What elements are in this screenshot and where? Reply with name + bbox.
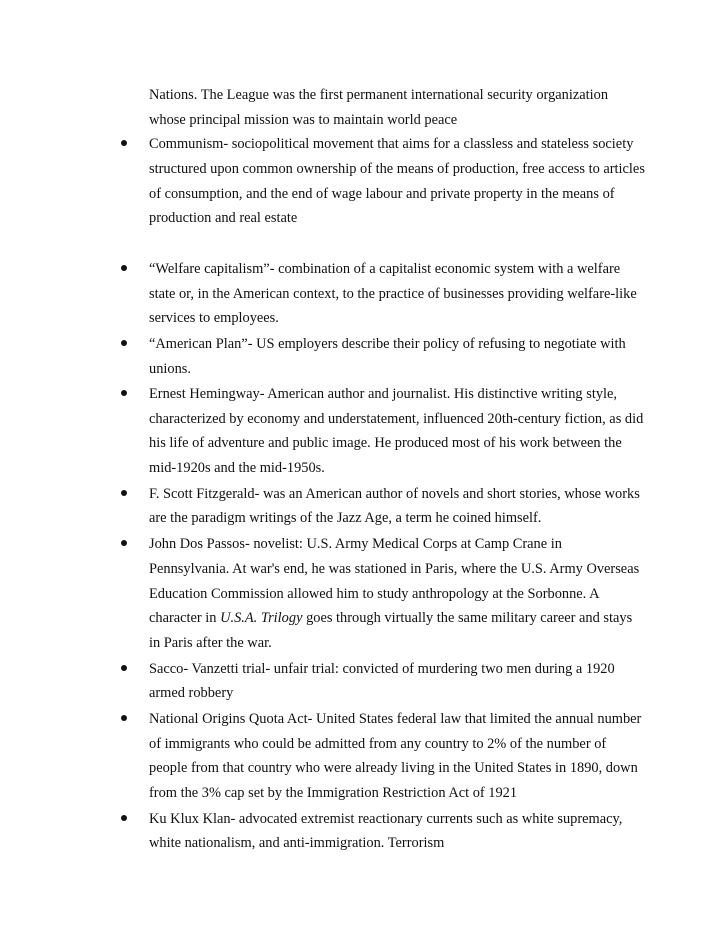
text-line: of consumption, and the end of wage labour and private property in the means of <box>149 186 615 202</box>
book-title: U.S.A. Trilogy <box>220 610 303 626</box>
text-line: “Welfare capitalism”- combination of a capitalist economic system with a welfare <box>149 261 621 277</box>
text-line: characterized by economy and understatement, influenced 20th-century fiction, as did <box>149 411 644 427</box>
bullet-icon <box>121 265 127 271</box>
text-line: Communism- sociopolitical movement that aims for a classless and stateless society <box>149 136 634 152</box>
text-line: Pennsylvania. At war's end, he was stationed in Paris, where the U.S. Army Overseas <box>149 561 640 577</box>
bullet-icon <box>121 540 127 546</box>
text-line: Sacco- Vanzetti trial- unfair trial: convicted of murdering two men during a 1920 <box>149 661 615 677</box>
text-run: goes through virtually the same military career and stays <box>306 610 633 626</box>
bullet-icon <box>121 715 127 721</box>
text-line: are the paradigm writings of the Jazz Age, a term he coined himself. <box>149 510 542 526</box>
text-line: people from that country who were already living in the United States in 1890, down <box>149 760 638 776</box>
text-line: state or, in the American context, to the practice of businesses providing welfare-like <box>149 286 637 302</box>
text-line: unions. <box>149 361 191 377</box>
text-line: whose principal mission was to maintain world peace <box>149 112 458 128</box>
text-line: Ku Klux Klan- advocated extremist reactionary currents such as white supremacy, <box>149 811 623 827</box>
text-line: John Dos Passos- novelist: U.S. Army Medical Corps at Camp Crane in <box>149 536 562 552</box>
text-line: structured upon common ownership of the means of production, free access to articles <box>149 161 645 177</box>
text-line: in Paris after the war. <box>149 635 272 651</box>
text-line: armed robbery <box>149 685 234 701</box>
text-line: white nationalism, and anti-immigration. Terrorism <box>149 835 445 851</box>
bullet-icon <box>121 140 127 146</box>
text-run: character in <box>149 610 221 626</box>
bullet-icon <box>121 340 127 346</box>
bullet-icon <box>121 390 127 396</box>
bullet-icon <box>121 815 127 821</box>
text-line: F. Scott Fitzgerald- was an American author of novels and short stories, whose works <box>149 486 640 502</box>
text-line: services to employees. <box>149 310 279 326</box>
bullet-icon <box>121 490 127 496</box>
text-line: National Origins Quota Act- United States federal law that limited the annual number <box>149 711 642 727</box>
text-line: his life of adventure and public image. He produced most of his work between the <box>149 435 622 451</box>
text-line: mid-1920s and the mid-1950s. <box>149 460 325 476</box>
text-line: Education Commission allowed him to study anthropology at the Sorbonne. A <box>149 586 600 602</box>
bullet-icon <box>121 665 127 671</box>
text-line <box>149 609 632 627</box>
text-line: production and real estate <box>149 210 298 226</box>
text-line: Ernest Hemingway- American author and journalist. His distinctive writing style, <box>149 386 617 402</box>
text-line: Nations. The League was the first permanent international security organization <box>149 87 609 103</box>
text-line: “American Plan”- US employers describe their policy of refusing to negotiate with <box>149 336 626 352</box>
text-line: of immigrants who could be admitted from any country to 2% of the number of <box>149 736 607 752</box>
text-line: from the 3% cap set by the Immigration Restriction Act of 1921 <box>149 785 518 801</box>
